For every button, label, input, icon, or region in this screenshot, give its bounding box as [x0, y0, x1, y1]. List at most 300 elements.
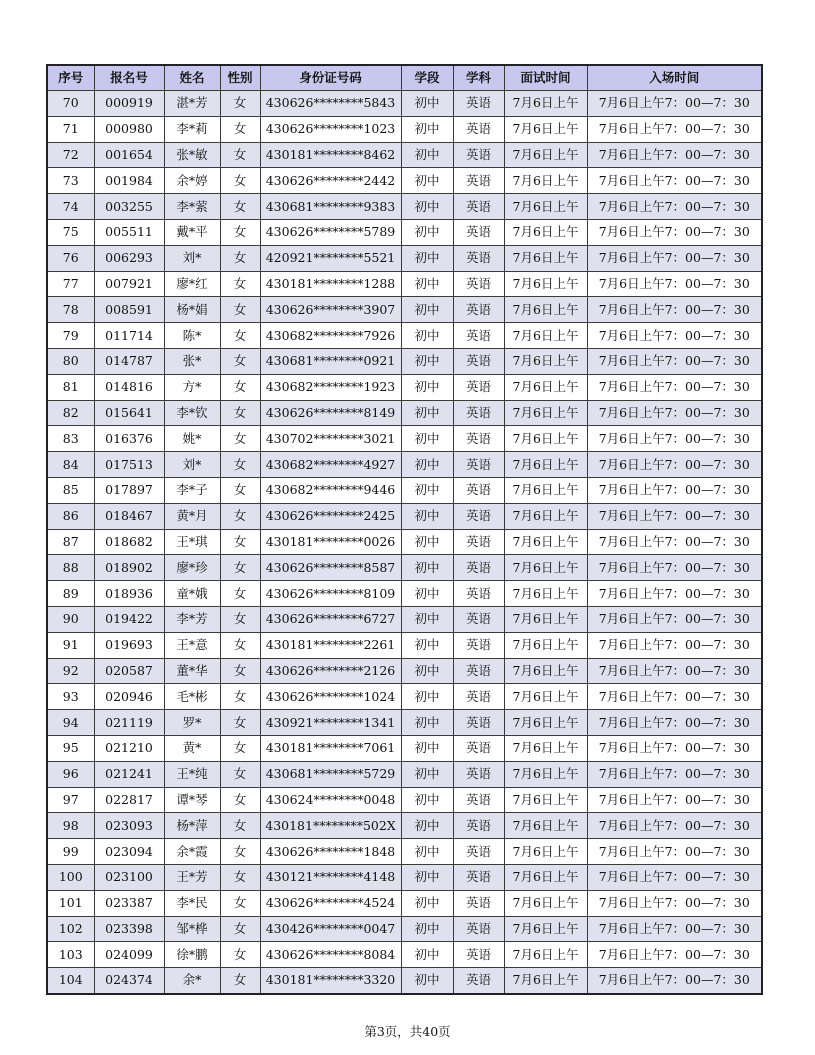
cell-id-number: 430626********1023	[260, 116, 401, 142]
table-header-row	[47, 65, 762, 91]
cell-interview-time: 7月6日上午	[504, 400, 587, 426]
cell-entry-time: 7月6日上午7：00—7：30	[587, 735, 762, 761]
cell-index: 87	[47, 529, 94, 555]
cell-entry-time: 7月6日上午7：00—7：30	[587, 658, 762, 684]
cell-school-level: 初中	[401, 297, 453, 323]
cell-id-number: 430181********502X	[260, 813, 401, 839]
cell-school-level: 初中	[401, 194, 453, 220]
table-row	[47, 116, 762, 142]
cell-registration-no: 021210	[94, 735, 164, 761]
cell-entry-time: 7月6日上午7：00—7：30	[587, 890, 762, 916]
cell-id-number: 430681********9383	[260, 194, 401, 220]
cell-gender: 女	[220, 477, 260, 503]
cell-gender: 女	[220, 348, 260, 374]
table-row	[47, 864, 762, 890]
cell-school-level: 初中	[401, 91, 453, 117]
cell-registration-no: 000980	[94, 116, 164, 142]
cell-school-level: 初中	[401, 787, 453, 813]
cell-index: 89	[47, 581, 94, 607]
table-row	[47, 761, 762, 787]
table-body	[47, 91, 762, 994]
cell-index: 94	[47, 710, 94, 736]
cell-subject: 英语	[453, 761, 504, 787]
cell-school-level: 初中	[401, 813, 453, 839]
cell-name: 王*芳	[164, 864, 220, 890]
cell-index: 100	[47, 864, 94, 890]
cell-registration-no: 001654	[94, 142, 164, 168]
cell-subject: 英语	[453, 942, 504, 968]
cell-gender: 女	[220, 555, 260, 581]
cell-entry-time: 7月6日上午7：00—7：30	[587, 219, 762, 245]
table-row	[47, 168, 762, 194]
cell-id-number: 430426********0047	[260, 916, 401, 942]
cell-gender: 女	[220, 245, 260, 271]
cell-id-number: 430121********4148	[260, 864, 401, 890]
cell-gender: 女	[220, 503, 260, 529]
cell-entry-time: 7月6日上午7：00—7：30	[587, 710, 762, 736]
cell-name: 张*	[164, 348, 220, 374]
cell-gender: 女	[220, 658, 260, 684]
cell-gender: 女	[220, 606, 260, 632]
cell-registration-no: 023100	[94, 864, 164, 890]
cell-school-level: 初中	[401, 864, 453, 890]
cell-school-level: 初中	[401, 529, 453, 555]
header-id-number: 身份证号码	[260, 65, 401, 91]
cell-id-number: 430626********3907	[260, 297, 401, 323]
page-number: 第3页，共40页	[364, 1024, 451, 1039]
cell-index: 80	[47, 348, 94, 374]
cell-name: 余*婷	[164, 168, 220, 194]
cell-subject: 英语	[453, 968, 504, 994]
cell-index: 103	[47, 942, 94, 968]
cell-entry-time: 7月6日上午7：00—7：30	[587, 503, 762, 529]
cell-interview-time: 7月6日上午	[504, 245, 587, 271]
cell-gender: 女	[220, 194, 260, 220]
cell-index: 81	[47, 374, 94, 400]
table-row	[47, 219, 762, 245]
cell-subject: 英语	[453, 813, 504, 839]
cell-index: 95	[47, 735, 94, 761]
cell-school-level: 初中	[401, 245, 453, 271]
candidate-table	[46, 64, 763, 995]
cell-gender: 女	[220, 219, 260, 245]
cell-registration-no: 014787	[94, 348, 164, 374]
cell-subject: 英语	[453, 710, 504, 736]
cell-gender: 女	[220, 684, 260, 710]
cell-registration-no: 008591	[94, 297, 164, 323]
table-row	[47, 890, 762, 916]
cell-gender: 女	[220, 813, 260, 839]
cell-registration-no: 019693	[94, 632, 164, 658]
cell-school-level: 初中	[401, 323, 453, 349]
cell-index: 102	[47, 916, 94, 942]
table-row	[47, 787, 762, 813]
cell-interview-time: 7月6日上午	[504, 761, 587, 787]
cell-gender: 女	[220, 168, 260, 194]
cell-entry-time: 7月6日上午7：00—7：30	[587, 632, 762, 658]
table-row	[47, 632, 762, 658]
cell-id-number: 430626********1848	[260, 839, 401, 865]
cell-school-level: 初中	[401, 142, 453, 168]
cell-registration-no: 000919	[94, 91, 164, 117]
cell-index: 90	[47, 606, 94, 632]
cell-id-number: 430181********7061	[260, 735, 401, 761]
cell-id-number: 430682********4927	[260, 452, 401, 478]
cell-interview-time: 7月6日上午	[504, 735, 587, 761]
cell-entry-time: 7月6日上午7：00—7：30	[587, 606, 762, 632]
cell-name: 戴*平	[164, 219, 220, 245]
cell-entry-time: 7月6日上午7：00—7：30	[587, 761, 762, 787]
cell-subject: 英语	[453, 219, 504, 245]
cell-interview-time: 7月6日上午	[504, 348, 587, 374]
cell-entry-time: 7月6日上午7：00—7：30	[587, 91, 762, 117]
cell-name: 董*华	[164, 658, 220, 684]
cell-school-level: 初中	[401, 581, 453, 607]
cell-index: 101	[47, 890, 94, 916]
cell-index: 91	[47, 632, 94, 658]
cell-school-level: 初中	[401, 400, 453, 426]
cell-index: 72	[47, 142, 94, 168]
cell-id-number: 420921********5521	[260, 245, 401, 271]
cell-interview-time: 7月6日上午	[504, 529, 587, 555]
table-row	[47, 245, 762, 271]
cell-name: 李*萦	[164, 194, 220, 220]
cell-entry-time: 7月6日上午7：00—7：30	[587, 684, 762, 710]
cell-interview-time: 7月6日上午	[504, 658, 587, 684]
cell-id-number: 430626********8084	[260, 942, 401, 968]
cell-entry-time: 7月6日上午7：00—7：30	[587, 245, 762, 271]
cell-entry-time: 7月6日上午7：00—7：30	[587, 477, 762, 503]
cell-registration-no: 017513	[94, 452, 164, 478]
cell-subject: 英语	[453, 529, 504, 555]
cell-subject: 英语	[453, 142, 504, 168]
cell-index: 104	[47, 968, 94, 994]
cell-name: 张*敏	[164, 142, 220, 168]
cell-entry-time: 7月6日上午7：00—7：30	[587, 142, 762, 168]
cell-school-level: 初中	[401, 116, 453, 142]
cell-registration-no: 011714	[94, 323, 164, 349]
cell-name: 黄*	[164, 735, 220, 761]
table-row	[47, 297, 762, 323]
cell-interview-time: 7月6日上午	[504, 632, 587, 658]
cell-interview-time: 7月6日上午	[504, 142, 587, 168]
cell-school-level: 初中	[401, 452, 453, 478]
cell-subject: 英语	[453, 168, 504, 194]
cell-subject: 英语	[453, 684, 504, 710]
cell-gender: 女	[220, 968, 260, 994]
cell-subject: 英语	[453, 735, 504, 761]
cell-id-number: 430921********1341	[260, 710, 401, 736]
cell-school-level: 初中	[401, 632, 453, 658]
cell-index: 97	[47, 787, 94, 813]
cell-subject: 英语	[453, 91, 504, 117]
cell-school-level: 初中	[401, 271, 453, 297]
cell-name: 黄*月	[164, 503, 220, 529]
header-interview-time: 面试时间	[504, 65, 587, 91]
cell-registration-no: 017897	[94, 477, 164, 503]
cell-name: 李*莉	[164, 116, 220, 142]
cell-interview-time: 7月6日上午	[504, 864, 587, 890]
cell-gender: 女	[220, 942, 260, 968]
cell-id-number: 430181********1288	[260, 271, 401, 297]
cell-interview-time: 7月6日上午	[504, 116, 587, 142]
cell-interview-time: 7月6日上午	[504, 452, 587, 478]
cell-id-number: 430626********8587	[260, 555, 401, 581]
cell-gender: 女	[220, 710, 260, 736]
cell-interview-time: 7月6日上午	[504, 581, 587, 607]
cell-id-number: 430682********9446	[260, 477, 401, 503]
cell-name: 王*琪	[164, 529, 220, 555]
table-row	[47, 400, 762, 426]
table-row	[47, 452, 762, 478]
cell-name: 湛*芳	[164, 91, 220, 117]
cell-name: 李*民	[164, 890, 220, 916]
cell-subject: 英语	[453, 297, 504, 323]
cell-entry-time: 7月6日上午7：00—7：30	[587, 968, 762, 994]
cell-entry-time: 7月6日上午7：00—7：30	[587, 426, 762, 452]
cell-id-number: 430626********2442	[260, 168, 401, 194]
cell-school-level: 初中	[401, 658, 453, 684]
cell-subject: 英语	[453, 555, 504, 581]
cell-index: 78	[47, 297, 94, 323]
table-row	[47, 710, 762, 736]
cell-interview-time: 7月6日上午	[504, 839, 587, 865]
cell-registration-no: 024374	[94, 968, 164, 994]
cell-school-level: 初中	[401, 916, 453, 942]
cell-interview-time: 7月6日上午	[504, 890, 587, 916]
cell-id-number: 430626********6727	[260, 606, 401, 632]
cell-entry-time: 7月6日上午7：00—7：30	[587, 581, 762, 607]
table-row	[47, 194, 762, 220]
table-row	[47, 581, 762, 607]
cell-gender: 女	[220, 864, 260, 890]
cell-registration-no: 018902	[94, 555, 164, 581]
cell-entry-time: 7月6日上午7：00—7：30	[587, 813, 762, 839]
cell-gender: 女	[220, 632, 260, 658]
cell-entry-time: 7月6日上午7：00—7：30	[587, 555, 762, 581]
cell-index: 73	[47, 168, 94, 194]
cell-subject: 英语	[453, 839, 504, 865]
cell-subject: 英语	[453, 426, 504, 452]
table-row	[47, 374, 762, 400]
cell-interview-time: 7月6日上午	[504, 813, 587, 839]
cell-interview-time: 7月6日上午	[504, 219, 587, 245]
cell-subject: 英语	[453, 116, 504, 142]
cell-subject: 英语	[453, 245, 504, 271]
cell-school-level: 初中	[401, 761, 453, 787]
cell-gender: 女	[220, 297, 260, 323]
cell-gender: 女	[220, 890, 260, 916]
cell-interview-time: 7月6日上午	[504, 503, 587, 529]
cell-registration-no: 023398	[94, 916, 164, 942]
cell-registration-no: 001984	[94, 168, 164, 194]
cell-subject: 英语	[453, 658, 504, 684]
cell-school-level: 初中	[401, 735, 453, 761]
header-school-level: 学段	[401, 65, 453, 91]
cell-subject: 英语	[453, 787, 504, 813]
cell-subject: 英语	[453, 348, 504, 374]
cell-name: 杨*萍	[164, 813, 220, 839]
cell-registration-no: 021119	[94, 710, 164, 736]
cell-gender: 女	[220, 529, 260, 555]
cell-index: 86	[47, 503, 94, 529]
cell-index: 84	[47, 452, 94, 478]
cell-index: 83	[47, 426, 94, 452]
header-name: 姓名	[164, 65, 220, 91]
cell-index: 74	[47, 194, 94, 220]
cell-name: 杨*娟	[164, 297, 220, 323]
cell-id-number: 430681********0921	[260, 348, 401, 374]
cell-school-level: 初中	[401, 684, 453, 710]
cell-index: 75	[47, 219, 94, 245]
cell-school-level: 初中	[401, 374, 453, 400]
cell-name: 邹*桦	[164, 916, 220, 942]
cell-id-number: 430181********2261	[260, 632, 401, 658]
cell-interview-time: 7月6日上午	[504, 271, 587, 297]
cell-registration-no: 003255	[94, 194, 164, 220]
cell-entry-time: 7月6日上午7：00—7：30	[587, 116, 762, 142]
cell-registration-no: 007921	[94, 271, 164, 297]
cell-entry-time: 7月6日上午7：00—7：30	[587, 452, 762, 478]
header-entry-time: 入场时间	[587, 65, 762, 91]
header-gender: 性别	[220, 65, 260, 91]
cell-interview-time: 7月6日上午	[504, 168, 587, 194]
cell-gender: 女	[220, 452, 260, 478]
table-row	[47, 839, 762, 865]
cell-interview-time: 7月6日上午	[504, 555, 587, 581]
cell-subject: 英语	[453, 374, 504, 400]
cell-entry-time: 7月6日上午7：00—7：30	[587, 864, 762, 890]
cell-index: 70	[47, 91, 94, 117]
cell-name: 王*意	[164, 632, 220, 658]
cell-school-level: 初中	[401, 942, 453, 968]
cell-registration-no: 016376	[94, 426, 164, 452]
cell-school-level: 初中	[401, 219, 453, 245]
cell-registration-no: 024099	[94, 942, 164, 968]
cell-interview-time: 7月6日上午	[504, 91, 587, 117]
cell-id-number: 430626********5789	[260, 219, 401, 245]
cell-id-number: 430626********8109	[260, 581, 401, 607]
cell-registration-no: 006293	[94, 245, 164, 271]
cell-name: 余*霞	[164, 839, 220, 865]
cell-id-number: 430181********0026	[260, 529, 401, 555]
cell-gender: 女	[220, 916, 260, 942]
cell-gender: 女	[220, 735, 260, 761]
cell-interview-time: 7月6日上午	[504, 916, 587, 942]
cell-interview-time: 7月6日上午	[504, 323, 587, 349]
cell-registration-no: 005511	[94, 219, 164, 245]
cell-id-number: 430181********3320	[260, 968, 401, 994]
cell-gender: 女	[220, 839, 260, 865]
table-row	[47, 813, 762, 839]
cell-subject: 英语	[453, 323, 504, 349]
cell-registration-no: 023094	[94, 839, 164, 865]
cell-registration-no: 023387	[94, 890, 164, 916]
cell-name: 姚*	[164, 426, 220, 452]
cell-entry-time: 7月6日上午7：00—7：30	[587, 168, 762, 194]
cell-subject: 英语	[453, 864, 504, 890]
cell-interview-time: 7月6日上午	[504, 194, 587, 220]
cell-gender: 女	[220, 400, 260, 426]
cell-index: 85	[47, 477, 94, 503]
cell-subject: 英语	[453, 477, 504, 503]
cell-entry-time: 7月6日上午7：00—7：30	[587, 787, 762, 813]
header-registration-no: 报名号	[94, 65, 164, 91]
cell-id-number: 430682********7926	[260, 323, 401, 349]
cell-school-level: 初中	[401, 477, 453, 503]
cell-school-level: 初中	[401, 348, 453, 374]
table-row	[47, 348, 762, 374]
cell-subject: 英语	[453, 194, 504, 220]
cell-interview-time: 7月6日上午	[504, 297, 587, 323]
cell-interview-time: 7月6日上午	[504, 684, 587, 710]
table-row	[47, 142, 762, 168]
cell-gender: 女	[220, 787, 260, 813]
cell-registration-no: 020946	[94, 684, 164, 710]
cell-index: 88	[47, 555, 94, 581]
cell-school-level: 初中	[401, 890, 453, 916]
cell-interview-time: 7月6日上午	[504, 477, 587, 503]
cell-registration-no: 018682	[94, 529, 164, 555]
cell-name: 廖*珍	[164, 555, 220, 581]
cell-school-level: 初中	[401, 839, 453, 865]
cell-entry-time: 7月6日上午7：00—7：30	[587, 374, 762, 400]
cell-school-level: 初中	[401, 606, 453, 632]
cell-interview-time: 7月6日上午	[504, 787, 587, 813]
table-row	[47, 91, 762, 117]
cell-subject: 英语	[453, 400, 504, 426]
table-row	[47, 271, 762, 297]
cell-subject: 英语	[453, 632, 504, 658]
table-row	[47, 477, 762, 503]
cell-subject: 英语	[453, 581, 504, 607]
cell-index: 98	[47, 813, 94, 839]
cell-name: 刘*	[164, 452, 220, 478]
cell-subject: 英语	[453, 606, 504, 632]
cell-registration-no: 021241	[94, 761, 164, 787]
cell-id-number: 430682********1923	[260, 374, 401, 400]
cell-gender: 女	[220, 142, 260, 168]
cell-gender: 女	[220, 271, 260, 297]
cell-name: 李*子	[164, 477, 220, 503]
cell-name: 廖*红	[164, 271, 220, 297]
cell-name: 李*钦	[164, 400, 220, 426]
cell-school-level: 初中	[401, 503, 453, 529]
cell-registration-no: 023093	[94, 813, 164, 839]
cell-gender: 女	[220, 426, 260, 452]
cell-interview-time: 7月6日上午	[504, 968, 587, 994]
table-row	[47, 323, 762, 349]
cell-entry-time: 7月6日上午7：00—7：30	[587, 323, 762, 349]
cell-registration-no: 014816	[94, 374, 164, 400]
cell-id-number: 430626********2425	[260, 503, 401, 529]
table-row	[47, 942, 762, 968]
table-row	[47, 916, 762, 942]
cell-index: 77	[47, 271, 94, 297]
cell-entry-time: 7月6日上午7：00—7：30	[587, 400, 762, 426]
cell-entry-time: 7月6日上午7：00—7：30	[587, 916, 762, 942]
cell-entry-time: 7月6日上午7：00—7：30	[587, 348, 762, 374]
cell-subject: 英语	[453, 890, 504, 916]
table-row	[47, 529, 762, 555]
cell-interview-time: 7月6日上午	[504, 942, 587, 968]
cell-name: 王*纯	[164, 761, 220, 787]
cell-school-level: 初中	[401, 968, 453, 994]
cell-index: 92	[47, 658, 94, 684]
cell-entry-time: 7月6日上午7：00—7：30	[587, 839, 762, 865]
cell-registration-no: 020587	[94, 658, 164, 684]
table-row	[47, 426, 762, 452]
